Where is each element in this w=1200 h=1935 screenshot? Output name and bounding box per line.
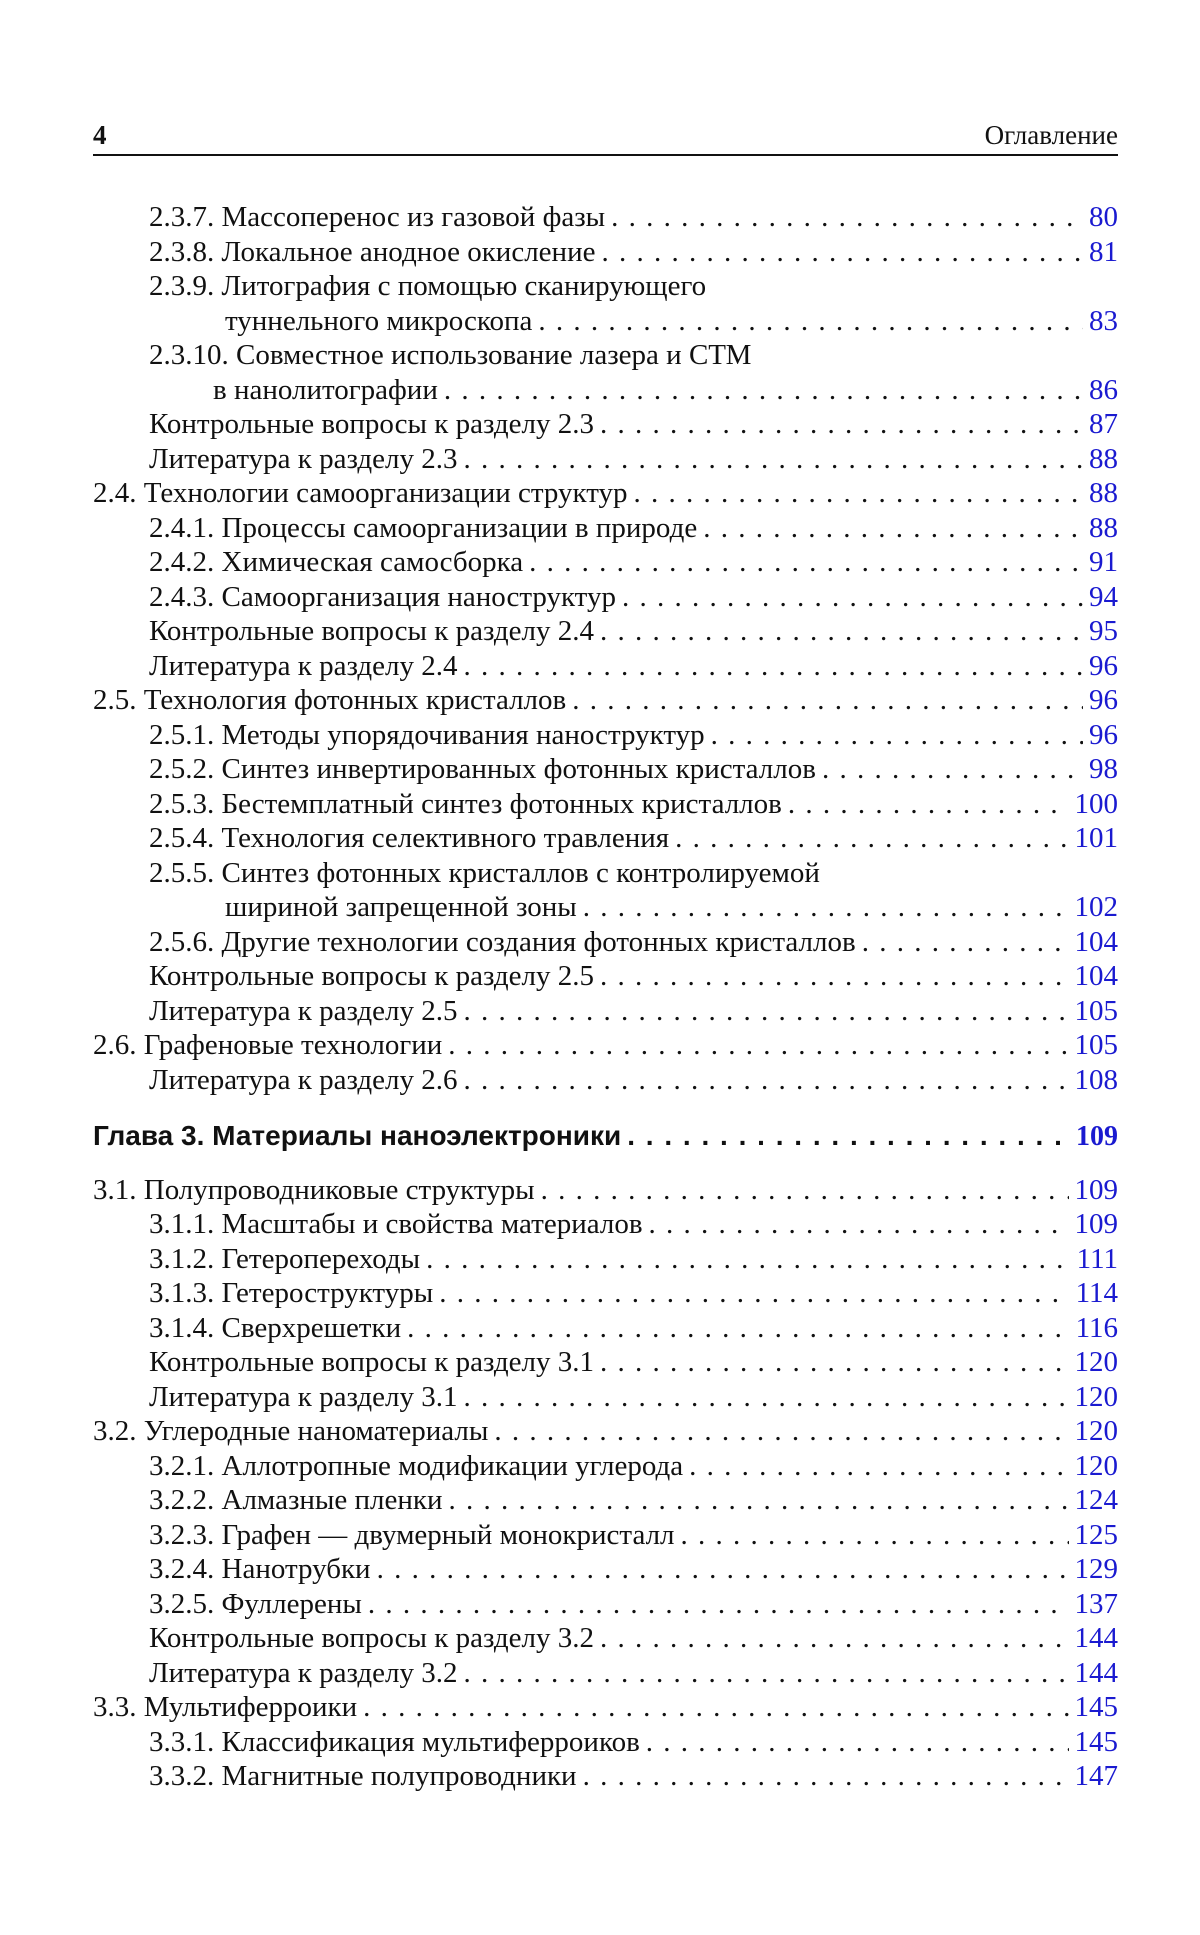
toc-entry-title: 2.4.2. Химическая самосборка [149, 546, 524, 578]
toc-entry-title: 2.3.9. Литография с помощью сканирующего [149, 270, 707, 302]
toc-page-link[interactable]: 124 [1074, 1484, 1118, 1516]
toc-page-link[interactable]: 120 [1074, 1346, 1118, 1378]
toc-entry[interactable] [93, 856, 1118, 891]
toc-entry-continuation[interactable] [93, 373, 1118, 408]
leader-dots [426, 1242, 1070, 1277]
leader-dots [600, 407, 1083, 442]
toc-chapter-entry[interactable] [93, 1119, 1118, 1155]
toc-entry[interactable] [93, 614, 1118, 649]
toc-entry-title: Литература к разделу 2.4 [149, 649, 458, 682]
toc-entry-title-continuation: туннельного микроскопа [149, 304, 532, 339]
toc-entry-title: 3.1.4. Сверхрешетки [149, 1311, 402, 1344]
toc-entry[interactable] [93, 1621, 1118, 1656]
leader-dots [689, 1449, 1068, 1484]
toc-page-link[interactable]: 109 [1074, 1173, 1118, 1206]
toc-entry-title: 3.2. Углеродные наноматериалы [93, 1415, 489, 1447]
toc-entry-title: 2.3.7. Массоперенос из газовой фазы [149, 201, 606, 233]
toc-entry-title-continuation: в нанолитографии [149, 373, 438, 408]
leader-dots [711, 718, 1083, 753]
toc-entry[interactable] [93, 1587, 1118, 1622]
toc-entry[interactable] [93, 1345, 1118, 1380]
toc-entry-title: 2.4. Технологии самоорганизации структур [93, 477, 628, 509]
leader-dots [464, 1063, 1069, 1098]
toc-entry[interactable] [93, 476, 1118, 511]
toc-entry[interactable] [93, 235, 1118, 270]
toc-entry-title: 2.5.2. Синтез инвертированных фотонных кристаллов [149, 753, 816, 785]
toc-entry-title: 3.1.1. Масштабы и свойства материалов [149, 1208, 643, 1240]
toc-entry[interactable] [93, 407, 1118, 442]
page-number: 4 [93, 120, 107, 150]
toc-entry-continuation[interactable] [93, 890, 1118, 925]
toc-entry[interactable] [93, 200, 1118, 235]
toc-page-link[interactable]: 109 [1074, 1208, 1118, 1240]
leader-dots [634, 476, 1083, 511]
toc-entry[interactable] [93, 925, 1118, 960]
toc-entry-title: Контрольные вопросы к разделу 2.5 [149, 960, 594, 992]
toc-entry-title: 2.5. Технология фотонных кристаллов [93, 684, 567, 716]
toc-entry-title: 3.2.3. Графен — двумерный монокристалл [149, 1518, 675, 1551]
toc-page-link[interactable]: 145 [1074, 1691, 1118, 1723]
toc-entry-title: Контрольные вопросы к разделу 3.1 [149, 1346, 594, 1378]
toc-entry[interactable] [93, 1414, 1118, 1449]
toc-page-link[interactable]: 95 [1089, 615, 1118, 647]
toc-entry[interactable] [93, 787, 1118, 822]
leader-dots [649, 1207, 1069, 1242]
leader-dots [862, 925, 1069, 960]
leader-dots [627, 1119, 1070, 1154]
toc-entry-title: 2.4.3. Самоорганизация наноструктур [149, 580, 616, 613]
toc-page-link[interactable]: 87 [1089, 408, 1118, 440]
toc-entry-title: 2.6. Графеновые технологии [93, 1029, 443, 1061]
leader-dots [600, 959, 1069, 994]
leader-dots [681, 1518, 1069, 1553]
toc-entry-title: 2.5.4. Технология селективного травления [149, 822, 670, 854]
toc-entry-title: Литература к разделу 2.3 [149, 442, 458, 475]
toc-entry-title: 3.3.1. Классификация мультиферроиков [149, 1725, 640, 1758]
toc-entry[interactable] [93, 1242, 1118, 1277]
toc-entry-title-continuation: шириной запрещенной зоны [149, 890, 577, 925]
toc-entry[interactable] [93, 1380, 1118, 1415]
toc-entry-title: 3.3. Мультиферроики [93, 1691, 358, 1723]
toc-entry[interactable] [93, 1173, 1118, 1208]
toc-entry[interactable] [93, 1207, 1118, 1242]
toc-page-link[interactable]: 83 [1089, 304, 1118, 337]
leader-dots [538, 304, 1083, 339]
leader-dots [600, 1345, 1069, 1380]
leader-dots [583, 890, 1069, 925]
toc-entry-title: 3.2.1. Аллотропные модификации углерода [149, 1449, 684, 1482]
toc-page-link[interactable]: 96 [1089, 684, 1118, 716]
toc-page-link[interactable]: 81 [1089, 235, 1118, 268]
toc-entry-title: 2.5.3. Бестемплатный синтез фотонных кристаллов [149, 787, 782, 820]
toc-entry[interactable] [93, 1518, 1118, 1553]
toc-page-link[interactable]: 94 [1089, 580, 1118, 613]
leader-dots [464, 994, 1069, 1029]
leader-dots [646, 1725, 1069, 1760]
toc-page-link[interactable]: 105 [1074, 994, 1118, 1027]
toc-entry-title: 3.2.4. Нанотрубки [149, 1553, 371, 1585]
toc-page-link[interactable]: 91 [1089, 546, 1118, 578]
toc-entry[interactable] [93, 580, 1118, 615]
toc-entry-title: 3.2.2. Алмазные пленки [149, 1484, 443, 1516]
toc-entry[interactable] [93, 1276, 1118, 1311]
leader-dots [611, 200, 1083, 235]
table-of-contents [93, 200, 1118, 1794]
running-title: Оглавление [984, 120, 1118, 150]
leader-dots [377, 1552, 1069, 1587]
leader-dots [703, 511, 1083, 546]
leader-dots [583, 1759, 1069, 1794]
toc-page-link[interactable]: 125 [1074, 1518, 1118, 1551]
toc-entry-title: 2.5.6. Другие технологии создания фотонных кристаллов [149, 925, 856, 958]
toc-entry[interactable] [93, 269, 1118, 304]
toc-entry[interactable] [93, 1028, 1118, 1063]
toc-entry-continuation[interactable] [93, 304, 1118, 339]
toc-entry-title: 3.1.2. Гетеропереходы [149, 1242, 421, 1275]
toc-entry[interactable] [93, 718, 1118, 753]
leader-dots [788, 787, 1069, 822]
toc-entry[interactable] [93, 821, 1118, 856]
toc-entry[interactable] [93, 1690, 1118, 1725]
toc-entry-title: Литература к разделу 2.6 [149, 1063, 458, 1096]
leader-dots [541, 1173, 1069, 1208]
toc-entry-title: Литература к разделу 2.5 [149, 994, 458, 1027]
toc-page-link[interactable]: 88 [1089, 511, 1118, 544]
toc-entry[interactable] [93, 1311, 1118, 1346]
toc-page-link[interactable]: 145 [1074, 1725, 1118, 1758]
toc-entry[interactable] [93, 1483, 1118, 1518]
leader-dots [675, 821, 1068, 856]
toc-page-link[interactable]: 147 [1074, 1760, 1118, 1792]
leader-dots [822, 752, 1083, 787]
toc-page-link[interactable]: 116 [1075, 1311, 1118, 1344]
toc-page-link[interactable]: 111 [1076, 1242, 1118, 1275]
leader-dots [601, 235, 1083, 270]
toc-page-link[interactable]: 101 [1074, 822, 1118, 854]
toc-entry-title: 3.3.2. Магнитные полупроводники [149, 1760, 577, 1792]
leader-dots [464, 442, 1083, 477]
toc-page-link[interactable]: 129 [1074, 1553, 1118, 1585]
toc-page-link[interactable]: 137 [1074, 1587, 1118, 1620]
toc-page-link[interactable]: 108 [1074, 1063, 1118, 1096]
toc-entry-title: Глава 3. Материалы наноэлектроники [93, 1119, 621, 1154]
leader-dots [572, 683, 1083, 718]
toc-page-link[interactable]: 114 [1075, 1277, 1118, 1309]
leader-dots [444, 373, 1083, 408]
toc-entry[interactable] [93, 752, 1118, 787]
toc-entry-title: 3.2.5. Фуллерены [149, 1587, 362, 1620]
toc-entry-title: 2.5.1. Методы упорядочивания наноструктур [149, 718, 705, 751]
toc-entry-title: 2.5.5. Синтез фотонных кристаллов с контролируемой [149, 856, 820, 889]
toc-entry-title: Литература к разделу 3.2 [149, 1656, 458, 1689]
toc-entry[interactable] [93, 1449, 1118, 1484]
toc-page-link[interactable]: 109 [1076, 1121, 1118, 1152]
toc-entry[interactable] [93, 1656, 1118, 1691]
toc-entry[interactable] [93, 1552, 1118, 1587]
toc-page-link[interactable]: 144 [1074, 1622, 1118, 1654]
toc-entry-title: Контрольные вопросы к разделу 2.3 [149, 408, 594, 440]
leader-dots [622, 580, 1083, 615]
leader-dots [368, 1587, 1069, 1622]
toc-entry-title: Литература к разделу 3.1 [149, 1380, 458, 1413]
toc-entry[interactable] [93, 442, 1118, 477]
leader-dots [439, 1276, 1069, 1311]
toc-entry-title: 2.3.10. Совместное использование лазера и СТМ [149, 339, 752, 371]
toc-entry[interactable] [93, 1063, 1118, 1098]
leader-dots [464, 1656, 1069, 1691]
toc-page-link[interactable]: 98 [1089, 753, 1118, 785]
leader-dots [600, 614, 1083, 649]
leader-dots [448, 1028, 1068, 1063]
toc-page-link[interactable]: 88 [1089, 442, 1118, 475]
toc-entry[interactable] [93, 649, 1118, 684]
leader-dots [529, 545, 1083, 580]
toc-page-link[interactable]: 96 [1089, 718, 1118, 751]
toc-entry[interactable] [93, 1759, 1118, 1794]
toc-entry[interactable] [93, 683, 1118, 718]
leader-dots [407, 1311, 1069, 1346]
toc-entry[interactable] [93, 1725, 1118, 1760]
toc-page-link[interactable]: 86 [1089, 373, 1118, 406]
leader-dots [363, 1690, 1068, 1725]
toc-entry-title: 3.1. Полупроводниковые структуры [93, 1173, 535, 1206]
leader-dots [464, 649, 1083, 684]
toc-entry[interactable] [93, 994, 1118, 1029]
toc-entry-title: 3.1.3. Гетероструктуры [149, 1277, 434, 1309]
page-header [93, 118, 1118, 156]
toc-entry-title: Контрольные вопросы к разделу 3.2 [149, 1622, 594, 1654]
toc-page-link[interactable]: 104 [1074, 925, 1118, 958]
leader-dots [600, 1621, 1069, 1656]
toc-entry-title: 2.3.8. Локальное анодное окисление [149, 235, 596, 268]
toc-page-link[interactable]: 104 [1074, 960, 1118, 992]
toc-page-link[interactable]: 144 [1074, 1656, 1118, 1689]
toc-page-link[interactable]: 120 [1074, 1415, 1118, 1447]
toc-entry[interactable] [93, 545, 1118, 580]
toc-entry-title: Контрольные вопросы к разделу 2.4 [149, 615, 594, 647]
toc-page-link[interactable]: 88 [1089, 477, 1118, 509]
toc-page-link[interactable]: 120 [1074, 1380, 1118, 1413]
toc-page-link[interactable]: 100 [1074, 787, 1118, 820]
leader-dots [494, 1414, 1068, 1449]
toc-page-link[interactable]: 80 [1089, 201, 1118, 233]
toc-entry[interactable] [93, 338, 1118, 373]
toc-entry[interactable] [93, 959, 1118, 994]
toc-page-link[interactable]: 105 [1074, 1029, 1118, 1061]
toc-page-link[interactable]: 102 [1074, 891, 1118, 923]
toc-entry-title: 2.4.1. Процессы самоорганизации в природе [149, 511, 698, 544]
leader-dots [449, 1483, 1069, 1518]
toc-entry[interactable] [93, 511, 1118, 546]
toc-page-link[interactable]: 96 [1089, 649, 1118, 682]
leader-dots [464, 1380, 1069, 1415]
toc-page-link[interactable]: 120 [1074, 1449, 1118, 1482]
